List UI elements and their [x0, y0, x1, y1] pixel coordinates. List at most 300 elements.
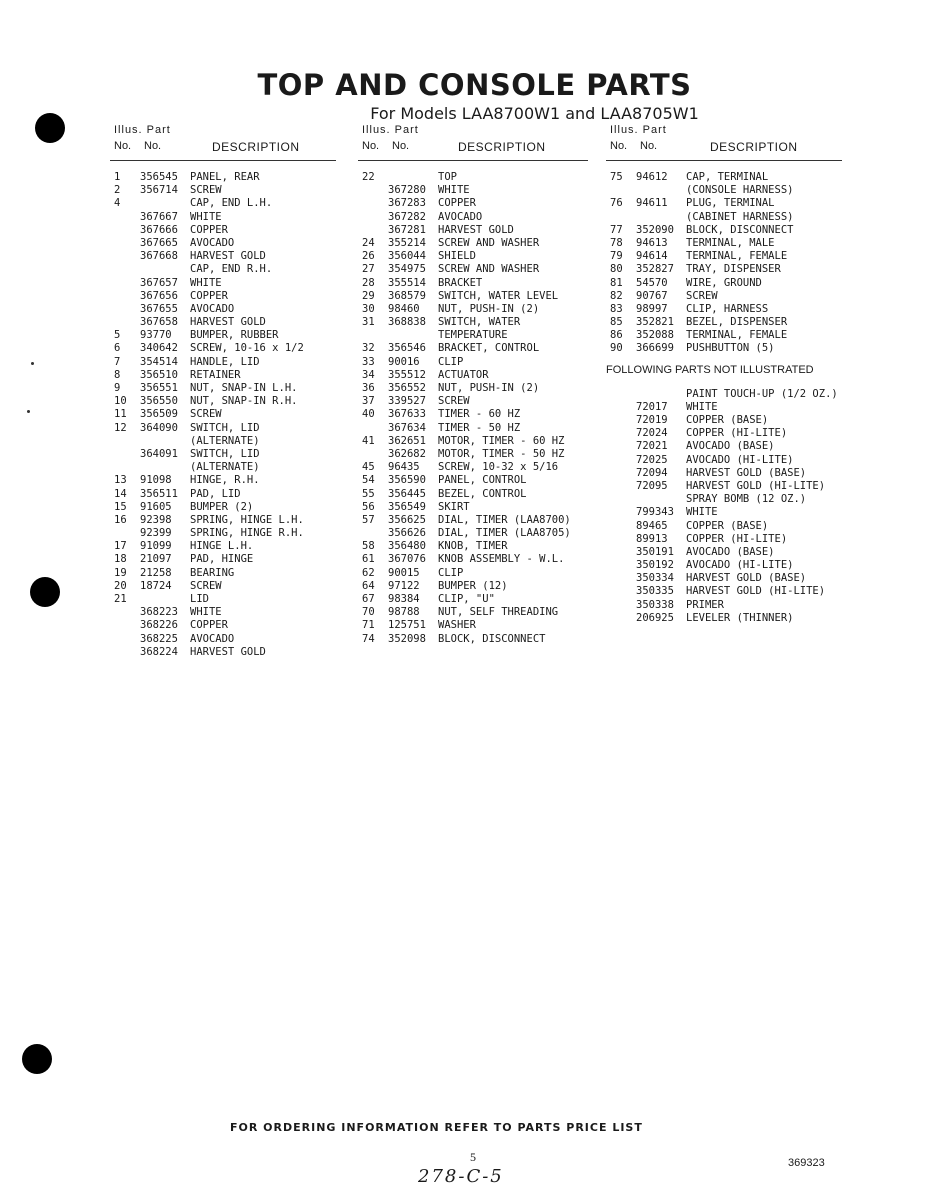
part-description: COPPER (BASE): [686, 414, 769, 426]
part-number: 350192: [636, 559, 674, 572]
part-description: DIAL, TIMER (LAA8705): [438, 527, 571, 540]
part-number: 352090: [636, 223, 674, 236]
part-number: 350338: [636, 598, 674, 611]
part-description: SPRING, HINGE R.H.: [190, 527, 304, 540]
part-description: (CABINET HARNESS): [686, 210, 794, 223]
part-number: 367655: [140, 302, 178, 315]
part-number: 90016: [388, 355, 420, 368]
parts-row: [606, 467, 842, 480]
illus-number: 74: [362, 632, 375, 645]
part-number: 362682: [388, 447, 426, 460]
part-description: SPRING, HINGE L.H.: [190, 513, 304, 526]
part-description: SWITCH, LID: [190, 447, 260, 460]
part-description: WHITE: [686, 506, 718, 519]
part-number: 96435: [388, 461, 420, 474]
part-description: CLIP: [438, 355, 464, 368]
parts-row: [110, 329, 336, 342]
parts-row: [606, 263, 842, 276]
part-number: 350335: [636, 585, 674, 598]
illus-number: 54: [362, 474, 375, 487]
part-description: CAP, TERMINAL: [686, 171, 769, 183]
parts-row: [606, 599, 842, 612]
part-description: DIAL, TIMER (LAA8700): [438, 513, 571, 526]
part-description: TOP: [438, 171, 457, 183]
illus-number: 64: [362, 579, 375, 592]
parts-row: [358, 197, 588, 210]
illus-number: 8: [114, 368, 121, 381]
part-number: 356625: [388, 513, 426, 526]
part-description: LEVELER (THINNER): [686, 611, 794, 624]
handwritten-note: 278-C-5: [418, 1166, 504, 1187]
part-number: 21258: [140, 566, 172, 579]
parts-row: [110, 435, 336, 448]
part-number: 356550: [140, 395, 178, 408]
illus-number: 10: [114, 395, 127, 408]
part-number: 367668: [140, 250, 178, 263]
parts-row: [110, 606, 336, 619]
part-number: 367657: [140, 276, 178, 289]
parts-row: [606, 388, 842, 401]
parts-row: [606, 316, 842, 329]
part-description: RETAINER: [190, 368, 241, 381]
not-illustrated-list: [606, 388, 842, 625]
part-number: 356626: [388, 527, 426, 540]
part-description: BRACKET, CONTROL: [438, 342, 540, 355]
page-subtitle: For Models LAA8700W1 and LAA8705W1: [370, 104, 699, 123]
part-number: 94612: [636, 171, 668, 183]
part-description: AVOCADO (HI-LITE): [686, 453, 794, 466]
parts-row: [358, 263, 588, 276]
binder-hole-bottom: [22, 1044, 52, 1074]
part-description: WASHER: [438, 619, 476, 632]
part-description: PANEL, REAR: [190, 171, 260, 183]
description-label: DESCRIPTION: [212, 140, 300, 154]
part-number: 366699: [636, 342, 674, 355]
part-description: BUMPER (2): [190, 500, 254, 513]
part-description: AVOCADO: [190, 632, 235, 645]
illus-number: 78: [610, 236, 623, 249]
part-description: CLIP, "U": [438, 593, 495, 605]
part-description: TERMINAL, MALE: [686, 236, 775, 249]
parts-row: [606, 546, 842, 559]
part-description: ACTUATOR: [438, 368, 489, 381]
illus-no-label: No.: [362, 140, 380, 152]
page-number: 5: [470, 1150, 476, 1164]
parts-row: [606, 414, 842, 427]
part-number: 72017: [636, 400, 668, 413]
part-number: 356480: [388, 540, 426, 553]
illus-number: 80: [610, 263, 623, 276]
part-number: 90015: [388, 566, 420, 579]
illus-number: 2: [114, 184, 121, 197]
part-description: (ALTERNATE): [190, 461, 260, 474]
part-description: COPPER: [438, 197, 476, 210]
part-number: 368579: [388, 289, 426, 302]
part-number: 362651: [388, 434, 426, 447]
part-description: (ALTERNATE): [190, 434, 260, 447]
illus-number: 77: [610, 223, 623, 236]
illus-number: 79: [610, 250, 623, 263]
description-label: DESCRIPTION: [458, 140, 546, 154]
part-number: 94611: [636, 197, 668, 210]
part-description: PUSHBUTTON (5): [686, 342, 775, 355]
part-number: 98997: [636, 302, 668, 315]
part-description: HARVEST GOLD (HI-LITE): [686, 479, 826, 492]
part-number: 72025: [636, 453, 668, 466]
part-description: COPPER (HI-LITE): [686, 427, 788, 440]
part-number: 364090: [140, 421, 178, 434]
illus-no-label: No.: [610, 140, 628, 152]
part-description: LID: [190, 593, 209, 605]
parts-row: [358, 527, 588, 540]
part-number: 91099: [140, 540, 172, 553]
parts-row: [358, 514, 588, 527]
part-description: BLOCK, DISCONNECT: [438, 632, 546, 645]
part-number: 356044: [388, 250, 426, 263]
part-description: MOTOR, TIMER - 50 HZ: [438, 447, 565, 460]
parts-row: [606, 559, 842, 572]
parts-row: [110, 514, 336, 527]
illus-part-label: Illus. Part: [362, 124, 419, 136]
illus-number: 16: [114, 513, 127, 526]
parts-row: [606, 520, 842, 533]
illus-number: 19: [114, 566, 127, 579]
parts-row: [606, 585, 842, 598]
column-header: [110, 122, 336, 161]
part-number: 206925: [636, 611, 674, 624]
parts-row: [606, 506, 842, 519]
document-number: 369323: [788, 1157, 825, 1169]
part-number: 72024: [636, 427, 668, 440]
part-description: TEMPERATURE: [438, 329, 508, 342]
parts-row: [110, 553, 336, 566]
parts-row: [606, 224, 842, 237]
part-description: NUT, SNAP-IN L.H.: [190, 382, 298, 394]
parts-row: [110, 211, 336, 224]
part-number: 92398: [140, 513, 172, 526]
parts-row: [606, 290, 842, 303]
illus-number: 45: [362, 461, 375, 474]
part-no-label: No.: [392, 140, 410, 152]
parts-row: [110, 263, 336, 276]
illus-number: 7: [114, 355, 121, 368]
part-description: MOTOR, TIMER - 60 HZ: [438, 434, 565, 447]
part-number: 356445: [388, 487, 426, 500]
part-description: HARVEST GOLD: [438, 223, 514, 236]
parts-row: [358, 356, 588, 369]
part-number: 356714: [140, 184, 178, 197]
part-number: 92399: [140, 527, 172, 540]
part-number: 354514: [140, 355, 178, 368]
part-description: NUT, SNAP-IN R.H.: [190, 395, 298, 408]
part-description: SCREW, 10-32 x 5/16: [438, 461, 559, 474]
part-number: 356511: [140, 487, 178, 500]
parts-list: [110, 171, 336, 659]
parts-row: [606, 250, 842, 263]
part-no-label: No.: [144, 140, 162, 152]
parts-row: [606, 184, 842, 197]
part-number: 367280: [388, 184, 426, 197]
parts-row: [606, 440, 842, 453]
part-description: PAINT TOUCH-UP (1/2 OZ.): [686, 387, 838, 400]
column-header: [606, 122, 842, 161]
part-description: HARVEST GOLD (BASE): [686, 466, 807, 479]
part-description: BRACKET: [438, 276, 483, 289]
part-description: BUMPER, RUBBER: [190, 329, 279, 342]
part-description: CLIP, HARNESS: [686, 302, 769, 315]
parts-row: [606, 493, 842, 506]
illus-number: 62: [362, 566, 375, 579]
part-description: WHITE: [438, 184, 470, 197]
illus-part-label: Illus. Part: [610, 124, 667, 136]
illus-number: 40: [362, 408, 375, 421]
parts-row: [606, 454, 842, 467]
part-number: 93770: [140, 329, 172, 342]
part-number: 368224: [140, 645, 178, 658]
parts-row: [606, 211, 842, 224]
part-number: 21097: [140, 553, 172, 566]
part-number: 368225: [140, 632, 178, 645]
part-number: 356551: [140, 382, 178, 394]
part-description: NUT, PUSH-IN (2): [438, 382, 540, 394]
part-description: CLIP: [438, 566, 464, 579]
part-description: COPPER: [190, 289, 228, 302]
not-illustrated-heading: FOLLOWING PARTS NOT ILLUSTRATED: [606, 363, 814, 376]
part-description: PAD, HINGE: [190, 553, 254, 566]
part-number: 91605: [140, 500, 172, 513]
part-number: 367658: [140, 316, 178, 329]
column-header: [358, 122, 588, 161]
parts-row: [606, 277, 842, 290]
part-description: HARVEST GOLD (HI-LITE): [686, 585, 826, 598]
parts-row: [358, 382, 588, 395]
parts-column-2: [358, 122, 588, 646]
part-number: 94613: [636, 236, 668, 249]
parts-row: [606, 237, 842, 250]
parts-row: [358, 211, 588, 224]
part-description: SCREW: [686, 289, 718, 302]
part-number: 352088: [636, 329, 674, 342]
illus-number: 58: [362, 540, 375, 553]
parts-row: [110, 184, 336, 197]
parts-row: [358, 461, 588, 474]
parts-row: [110, 527, 336, 540]
part-description: HANDLE, LID: [190, 355, 260, 368]
parts-list: [358, 171, 588, 646]
part-number: 54570: [636, 276, 668, 289]
parts-row: [358, 553, 588, 566]
illus-number: 36: [362, 382, 375, 394]
part-description: HINGE L.H.: [190, 540, 254, 553]
part-number: 350334: [636, 572, 674, 585]
parts-row: [606, 612, 842, 625]
part-number: 356546: [388, 342, 426, 355]
part-description: BEARING: [190, 566, 235, 579]
part-description: SCREW AND WASHER: [438, 263, 540, 276]
part-description: CAP, END L.H.: [190, 197, 273, 210]
parts-row: [110, 540, 336, 553]
part-number: 352827: [636, 263, 674, 276]
part-number: 367283: [388, 197, 426, 210]
part-description: SCREW: [190, 184, 222, 197]
illus-number: 71: [362, 619, 375, 632]
parts-row: [110, 474, 336, 487]
illus-number: 9: [114, 382, 121, 394]
part-number: 18724: [140, 579, 172, 592]
parts-row: [110, 356, 336, 369]
illus-number: 70: [362, 606, 375, 619]
parts-row: [606, 197, 842, 210]
part-description: SWITCH, WATER: [438, 316, 521, 329]
part-description: WHITE: [190, 210, 222, 223]
part-description: SPRAY BOMB (12 OZ.): [686, 493, 807, 506]
parts-row: [606, 427, 842, 440]
part-number: 367656: [140, 289, 178, 302]
parts-row: [358, 422, 588, 435]
parts-row: [358, 171, 588, 184]
parts-row: [358, 580, 588, 593]
part-description: BUMPER (12): [438, 579, 508, 592]
parts-row: [110, 395, 336, 408]
part-number: 91098: [140, 474, 172, 487]
part-description: TRAY, DISPENSER: [686, 263, 781, 276]
parts-row: [110, 277, 336, 290]
parts-row: [110, 422, 336, 435]
part-description: TIMER - 50 HZ: [438, 421, 521, 434]
parts-row: [110, 197, 336, 210]
part-number: 339527: [388, 395, 426, 408]
part-description: AVOCADO: [190, 302, 235, 315]
part-no-label: No.: [640, 140, 658, 152]
parts-row: [606, 401, 842, 414]
part-number: 355214: [388, 236, 426, 249]
part-description: NUT, SELF THREADING: [438, 606, 559, 619]
part-number: 352821: [636, 316, 674, 329]
part-number: 356545: [140, 171, 178, 183]
part-description: WHITE: [190, 606, 222, 619]
illus-number: 56: [362, 500, 375, 513]
part-number: 367282: [388, 210, 426, 223]
parts-row: [358, 303, 588, 316]
part-number: 98460: [388, 302, 420, 315]
parts-row: [606, 480, 842, 493]
part-number: 72021: [636, 440, 668, 453]
part-number: 367634: [388, 421, 426, 434]
part-description: HARVEST GOLD (BASE): [686, 572, 807, 585]
part-description: CAP, END R.H.: [190, 263, 273, 276]
part-description: SCREW: [438, 395, 470, 408]
parts-row: [358, 448, 588, 461]
parts-row: [358, 501, 588, 514]
parts-row: [358, 237, 588, 250]
parts-column-1: [110, 122, 336, 659]
part-description: COPPER (HI-LITE): [686, 532, 788, 545]
illus-number: 30: [362, 302, 375, 315]
part-description: BEZEL, DISPENSER: [686, 316, 788, 329]
part-description: HARVEST GOLD: [190, 250, 266, 263]
parts-row: [110, 501, 336, 514]
part-description: AVOCADO (BASE): [686, 545, 775, 558]
part-number: 356549: [388, 500, 426, 513]
part-number: 89465: [636, 519, 668, 532]
part-description: AVOCADO: [190, 236, 235, 249]
illus-number: 27: [362, 263, 375, 276]
part-number: 368226: [140, 619, 178, 632]
part-number: 368223: [140, 606, 178, 619]
part-description: HARVEST GOLD: [190, 316, 266, 329]
part-number: 354975: [388, 263, 426, 276]
part-description: AVOCADO (BASE): [686, 440, 775, 453]
illus-number: 76: [610, 197, 623, 210]
part-number: 98384: [388, 593, 420, 605]
part-description: SCREW AND WASHER: [438, 236, 540, 249]
part-description: PRIMER: [686, 598, 724, 611]
illus-number: 37: [362, 395, 375, 408]
illus-number: 29: [362, 289, 375, 302]
parts-column-3: [606, 122, 842, 625]
part-description: WIRE, GROUND: [686, 276, 762, 289]
parts-row: [110, 633, 336, 646]
parts-row: [358, 329, 588, 342]
part-description: SKIRT: [438, 500, 470, 513]
parts-row: [358, 540, 588, 553]
part-number: 356509: [140, 408, 178, 421]
part-description: SCREW, 10-16 x 1/2: [190, 342, 304, 355]
illus-number: 31: [362, 316, 375, 329]
part-description: AVOCADO (HI-LITE): [686, 559, 794, 572]
illus-number: 61: [362, 553, 375, 566]
parts-row: [110, 461, 336, 474]
parts-row: [110, 224, 336, 237]
parts-row: [606, 342, 842, 355]
part-description: HINGE, R.H.: [190, 474, 260, 487]
parts-row: [110, 342, 336, 355]
part-number: 367667: [140, 210, 178, 223]
part-description: BEZEL, CONTROL: [438, 487, 527, 500]
parts-row: [358, 184, 588, 197]
illus-number: 85: [610, 316, 623, 329]
part-number: 367666: [140, 223, 178, 236]
illus-number: 24: [362, 236, 375, 249]
ordering-info-footer: FOR ORDERING INFORMATION REFER TO PARTS PRICE LIST: [230, 1121, 643, 1134]
illus-number: 75: [610, 171, 623, 183]
parts-row: [110, 237, 336, 250]
part-description: (CONSOLE HARNESS): [686, 184, 794, 197]
part-number: 355514: [388, 276, 426, 289]
parts-row: [358, 474, 588, 487]
parts-row: [606, 329, 842, 342]
part-number: 125751: [388, 619, 426, 632]
parts-row: [606, 572, 842, 585]
illus-number: 86: [610, 329, 623, 342]
part-number: 367281: [388, 223, 426, 236]
part-description: TIMER - 60 HZ: [438, 408, 521, 421]
part-description: WHITE: [686, 400, 718, 413]
illus-number: 21: [114, 593, 127, 605]
illus-number: 12: [114, 421, 127, 434]
part-number: 367665: [140, 236, 178, 249]
illus-number: 57: [362, 513, 375, 526]
parts-row: [110, 250, 336, 263]
part-description: SCREW: [190, 408, 222, 421]
illus-number: 14: [114, 487, 127, 500]
part-description: COPPER (BASE): [686, 519, 769, 532]
parts-row: [110, 593, 336, 606]
part-number: 94614: [636, 250, 668, 263]
parts-row: [358, 395, 588, 408]
parts-row: [358, 250, 588, 263]
part-number: 72095: [636, 479, 668, 492]
